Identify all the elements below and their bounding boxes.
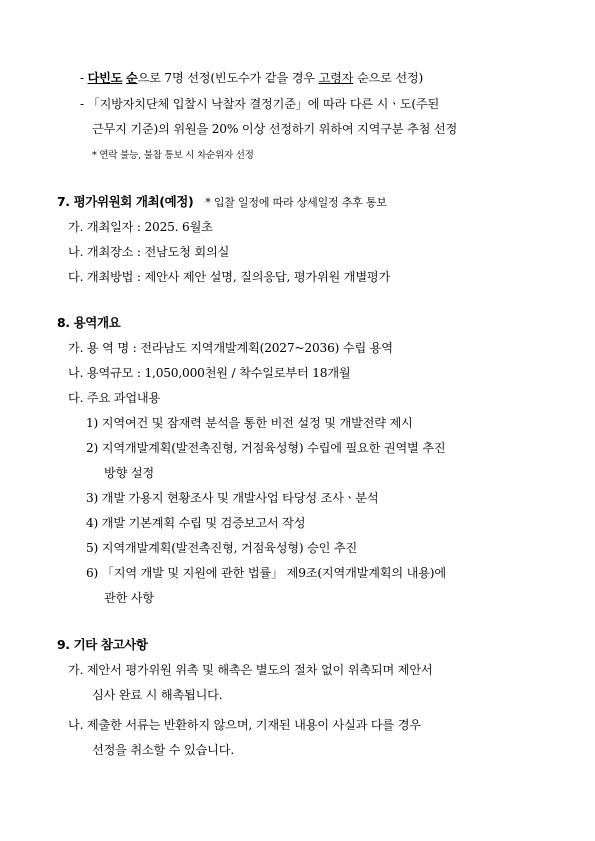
section8-task-6a: 6) 「지역 개발 및 지원에 관한 법률」 제9조(지역개발계획의 내용)에 [86, 566, 446, 580]
section9-title: 9. 기타 참고사항 [57, 637, 148, 652]
section7-heading-row [57, 192, 387, 210]
section8-task-3: 3) 개발 가용지 현황조사 및 개발사업 타당성 조사ㆍ분석 [86, 491, 379, 505]
criteria-bold-order: 순 [126, 71, 138, 85]
section8-task-2a: 2) 지역개발계획(발전촉진형, 거점육성형) 수립에 필요한 권역별 추진 [86, 441, 446, 455]
section8-task-2b: 방향 설정 [104, 466, 154, 480]
section7-note: * 입찰 일정에 따라 상세일정 추후 통보 [205, 196, 387, 209]
criteria-dash: - [80, 71, 88, 85]
section9-item-a-line2: 심사 완료 시 해촉됩니다. [92, 688, 223, 702]
section8-item-scale: 나. 용역규모 : 1,050,000천원 / 착수일로부터 18개월 [68, 366, 351, 380]
section9-item-b-line2: 선정을 취소할 수 있습니다. [92, 743, 235, 757]
criteria-tail-text: 순으로 선정) [353, 71, 424, 85]
section9-item-b-line1: 나. 제출한 서류는 반환하지 않으며, 기재된 내용이 사실과 다를 경우 [68, 718, 421, 732]
criteria-line-1 [80, 69, 423, 86]
section7-item-place: 나. 개최장소 : 전남도청 회의실 [68, 245, 230, 259]
criteria-middle-text: 으로 7명 선정(빈도수가 같을 경우 [137, 71, 319, 85]
criteria-bold-frequency: 다빈도 [87, 71, 123, 85]
section9-item-a-line1: 가. 제안서 평가위원 위촉 및 해촉은 별도의 절차 없이 위촉되며 제안서 [68, 663, 433, 677]
criteria-footnote: * 연락 불능, 불참 통보 시 차순위자 선정 [92, 150, 254, 161]
section8-item-tasks-heading: 다. 주요 과업내용 [68, 391, 161, 405]
criteria-underlined-elderly: 고령자 [318, 71, 354, 85]
section8-task-6b: 관한 사항 [104, 591, 154, 605]
section8-task-5: 5) 지역개발계획(발전촉진형, 거점육성형) 승인 추진 [86, 541, 358, 555]
section8-item-name: 가. 용 역 명 : 전라남도 지역개발계획(2027~2036) 수립 용역 [68, 341, 393, 355]
section7-title: 7. 평가위원회 개최(예정) [57, 194, 194, 209]
section7-item-date: 가. 개최일자 : 2025. 6월초 [68, 220, 213, 234]
section8-task-4: 4) 개발 기본계획 수립 및 검증보고서 작성 [86, 516, 306, 530]
section7-item-method: 다. 개최방법 : 제안사 제안 설명, 질의응답, 평가위원 개별평가 [68, 270, 391, 284]
section8-title: 8. 용역개요 [57, 315, 121, 330]
criteria-line-3: 근무지 기준)의 위원을 20% 이상 선정하기 위하여 지역구분 추첨 선정 [92, 122, 458, 136]
section8-task-1: 1) 지역여건 및 잠재력 분석을 통한 비전 설정 및 개발전략 제시 [86, 416, 413, 430]
criteria-line-2: - 「지방자치단체 입찰시 낙찰자 결정기준」에 따라 다른 시ㆍ도(주된 [80, 97, 440, 111]
